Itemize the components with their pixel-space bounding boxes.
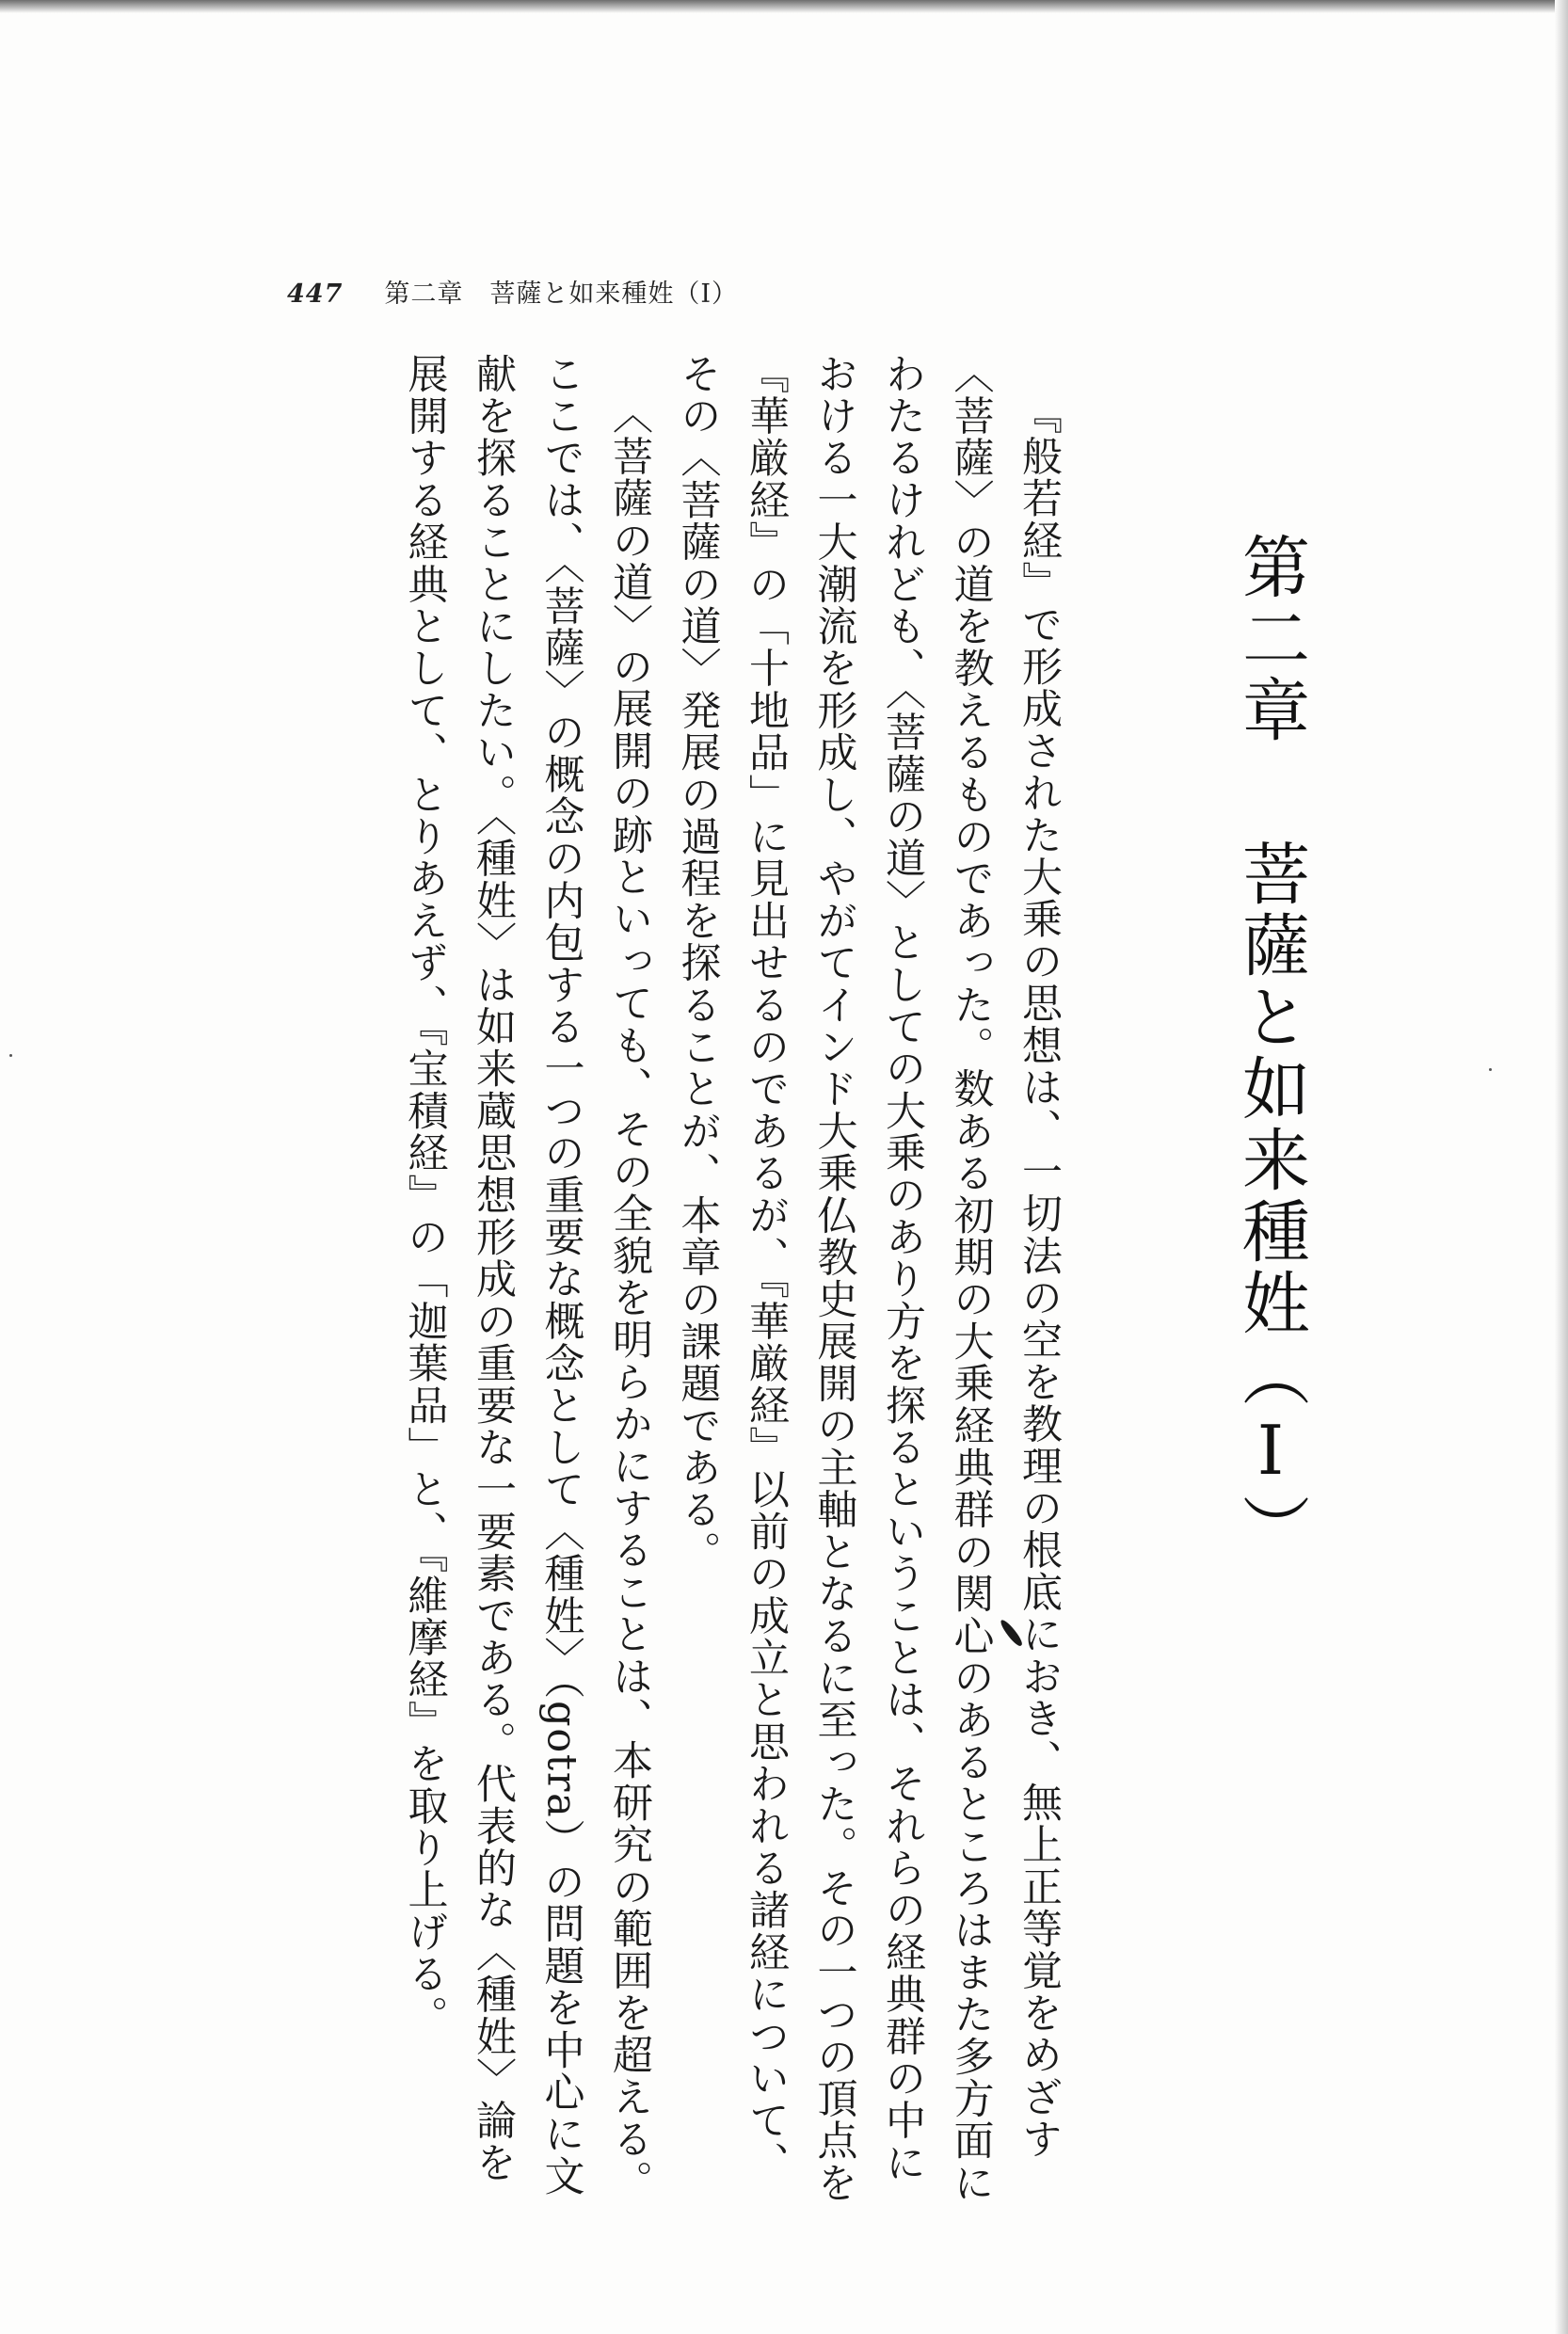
page-number: 447 <box>287 280 344 309</box>
chapter-title-text: 菩薩と如来種姓（Ⅰ） <box>1231 839 1310 1565</box>
running-head <box>287 273 738 310</box>
running-head-title: 菩薩と如来種姓（Ⅰ） <box>489 280 739 309</box>
chapter-number: 第二章 <box>1231 532 1310 746</box>
chapter-heading <box>1231 532 1310 1565</box>
scan-speck <box>9 1054 12 1057</box>
paragraph: 〈菩薩の道〉の展開の跡といっても、その全貌を明らかにすることは、本研究の範囲を超える。ここでは、〈菩薩〉の概念の内包する一つの重要な概念として〈種姓〉（gotra）の問題を中心に文献を探ることにしたい。〈種姓〉は如来蔵思想形成の重要な一要素である。代表的な〈種姓〉論を展開する経典として、とりあえず、『宝積経』の「迦葉品」と、『維摩経』を取り上げる。 <box>401 353 653 2203</box>
scan-right-edge <box>1555 0 1568 2334</box>
scan-top-edge <box>0 0 1568 13</box>
scan-speck <box>1489 1068 1492 1071</box>
paragraph: 『般若経』で形成された大乗の思想は、一切法の空を教理の根底におき、無上正等覚をめざす〈菩薩〉の道を教えるものであった。数ある初期の大乗経典群の関心のあるところはまた多方面にわたるけれども、〈菩薩の道〉としての大乗のあり方を探るということは、それらの経典群の中における一大潮流を形成し、やがてインド大乗仏教史展開の主軸となるに至った。その一つの頂点を『華厳経』の「十地品」に見出せるのであるが、『華厳経』以前の成立と思われる諸経について、その〈菩薩の道〉発展の過程を探ることが、本章の課題である。 <box>674 353 1063 2204</box>
body-text <box>401 353 1073 2216</box>
running-head-chapter: 第二章 <box>384 280 464 309</box>
